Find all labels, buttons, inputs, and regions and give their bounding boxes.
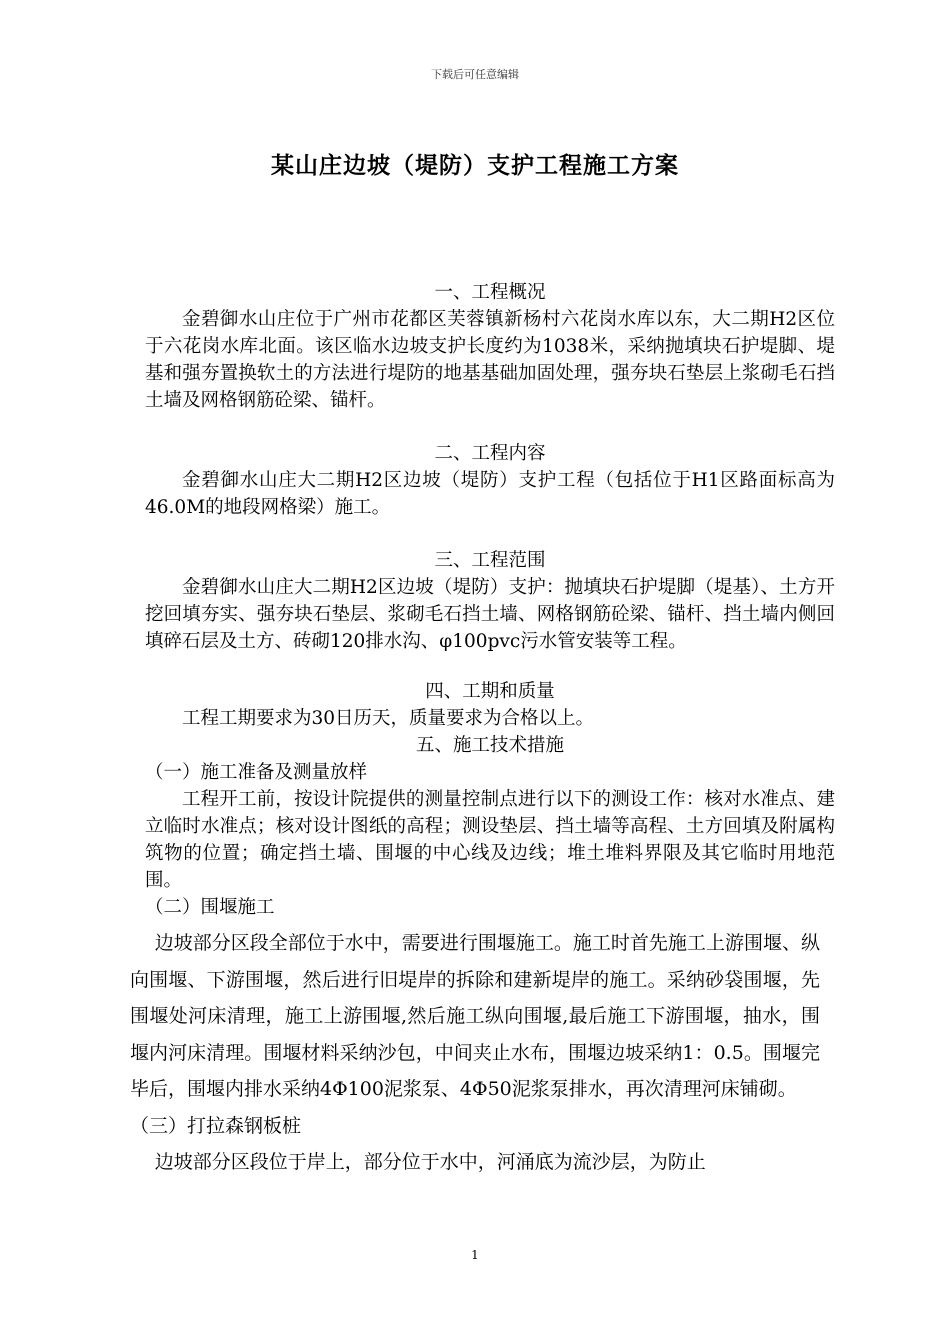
subsection-1-title: （一）施工准备及测量放样 xyxy=(145,762,368,783)
page-header: 下载后可任意编辑 xyxy=(431,68,519,81)
section-1-heading: 一、工程概况 xyxy=(434,282,546,303)
subsection-2-title: （二）围堰施工 xyxy=(145,897,275,918)
subsection-2-body: 边坡部分区段全部位于水中，需要进行围堰施工。施工时首先施工上游围堰、纵向围堰、下游围堰，然后进行旧堤岸的拆除和建新堤岸的施工。采纳砂袋围堰，先围堰处河床清理，施工上游围堰,然后施工纵向围堰,最后施工下游围堰，抽水，围堰内河床清理。围堰材料采纳沙包，中间夹止水布，围堰边坡采纳1：0.5。围堰完毕后，围堰内排水采纳4Φ100泥浆泵、4Φ50泥浆泵排水，再次清理河床铺砌。 xyxy=(130,932,820,1100)
subsection-3-body: 边坡部分区段位于岸上，部分位于水中，河涌底为流沙层，为防止 xyxy=(154,1151,706,1173)
subsection-1-body: 工程开工前，按设计院提供的测量控制点进行以下的测设工作：核对水准点、建立临时水准点；核对设计图纸的高程；测设垫层、挡土墙等高程、土方回填及附属构筑物的位置；确定挡土墙、围堰的中心线及边线；堆土堆料界限及其它临时用地范围。 xyxy=(145,789,835,891)
subsection-3-title: （三）打拉森钢板桩 xyxy=(130,1114,302,1137)
section-4-heading: 四、工期和质量 xyxy=(425,681,555,702)
document-body-continued xyxy=(130,925,820,1181)
document-body xyxy=(145,279,835,921)
section-3-heading: 三、工程范围 xyxy=(434,550,546,571)
section-4-body: 工程工期要求为30日历天，质量要求为合格以上。 xyxy=(182,708,595,729)
section-2-heading: 二、工程内容 xyxy=(434,443,546,464)
section-3-body: 金碧御水山庄大二期H2区边坡（堤防）支护：抛填块石护堤脚（堤基）、土方开挖回填夯实、强夯块石垫层、浆砌毛石挡土墙、网格钢筋砼梁、锚杆、挡土墙内侧回填碎石层及土方、砖砌120排水沟、φ100pvc污水管安装等工程。 xyxy=(145,577,835,652)
document-title: 某山庄边坡（堤防）支护工程施工方案 xyxy=(271,153,679,179)
section-2-body: 金碧御水山庄大二期H2区边坡（堤防）支护工程（包括位于H1区路面标高为46.0M的地段网格梁）施工。 xyxy=(145,470,835,518)
section-5-heading: 五、施工技术措施 xyxy=(415,735,564,756)
page-number: 1 xyxy=(471,1248,479,1262)
section-1-body: 金碧御水山庄位于广州市花都区芙蓉镇新杨村六花岗水库以东，大二期H2区位于六花岗水库北面。该区临水边坡支护长度约为1038米，采纳抛填块石护堤脚、堤基和强夯置换软土的方法进行堤防的地基基础加固处理，强夯块石垫层上浆砌毛石挡土墙及网格钢筋砼梁、锚杆。 xyxy=(145,309,835,411)
